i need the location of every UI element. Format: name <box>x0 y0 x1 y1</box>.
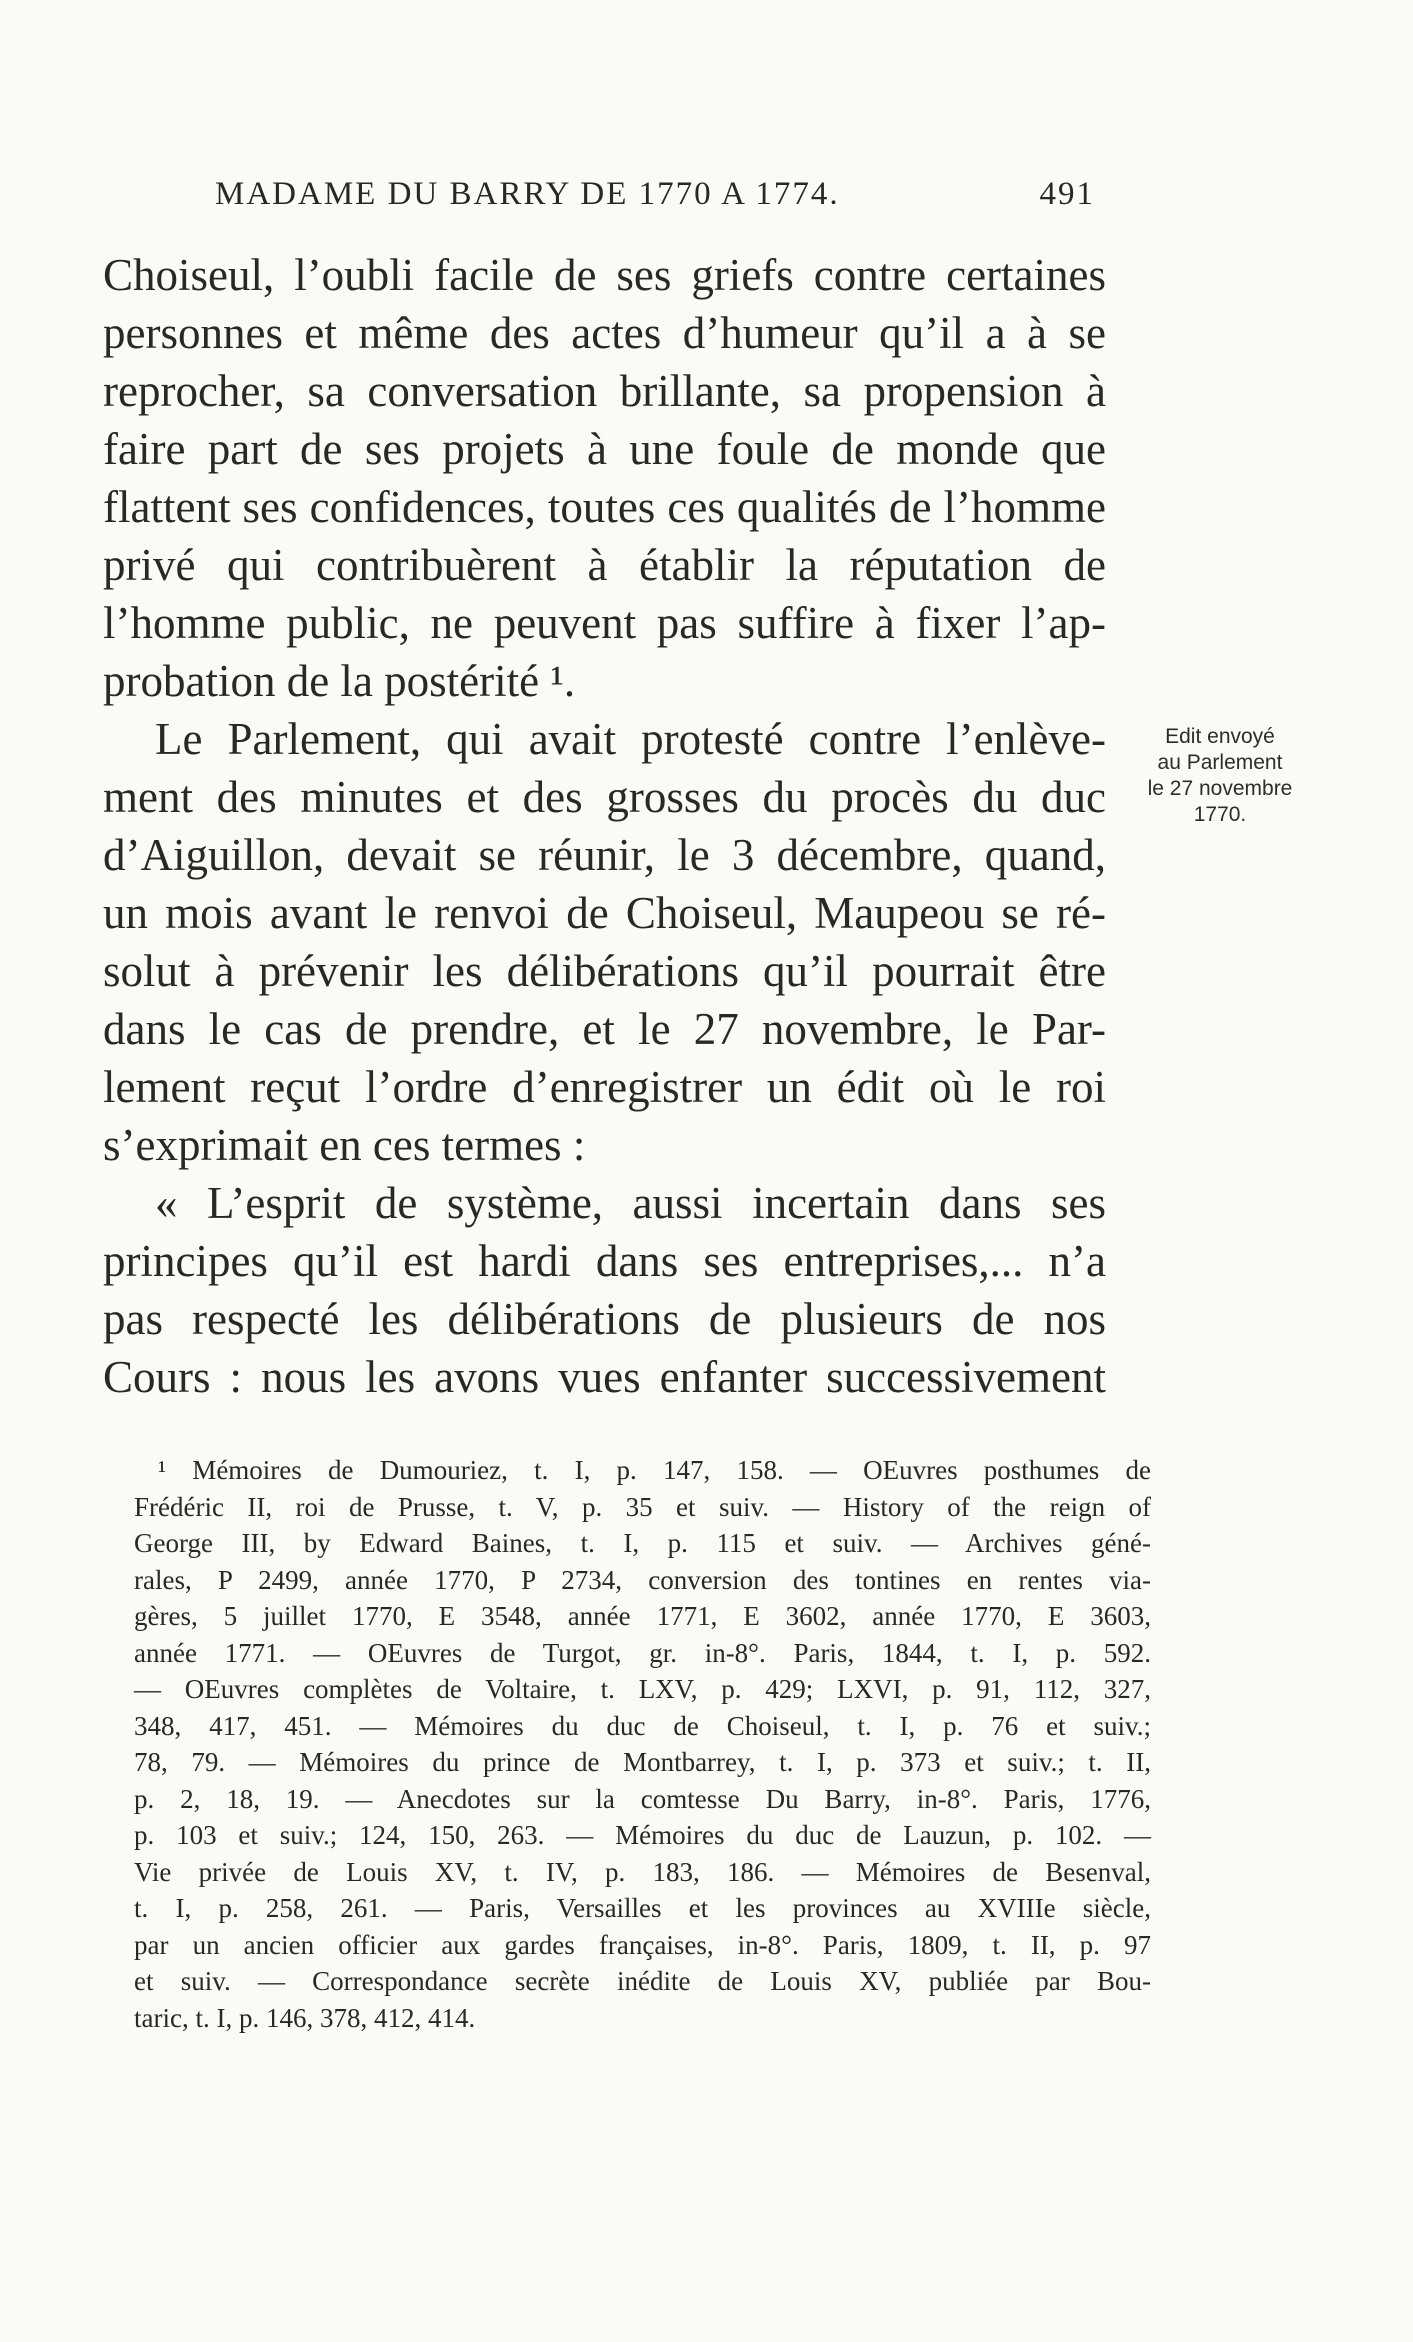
footnote-line: Frédéric II, roi de Prusse, t. V, p. 35 et suiv. — History of the reign of <box>134 1491 1151 1522</box>
page-number: 491 <box>1039 176 1095 212</box>
footnote-line: ¹ Mémoires de Dumouriez, t. I, p. 147, 158. — OEuvres posthumes de <box>158 1455 1151 1485</box>
margin-note-line: au Parlement <box>1157 751 1283 774</box>
body-line: privé qui contribuèrent à établir la réputation de <box>103 540 1106 590</box>
running-head-title: MADAME DU BARRY DE 1770 A 1774. <box>215 176 840 212</box>
footnote-line: p. 103 et suiv.; 124, 150, 263. — Mémoires du duc de Lauzun, p. 102. — <box>134 1820 1151 1850</box>
footnote-line: gères, 5 juillet 1770, E 3548, année 1771, E 3602, année 1770, E 3603, <box>134 1601 1151 1631</box>
body-line: pas respecté les délibérations de plusieurs de nos <box>103 1294 1106 1344</box>
body-line: solut à prévenir les délibérations qu’il pourrait être <box>103 946 1106 996</box>
body-line: reprocher, sa conversation brillante, sa propension à <box>103 366 1106 416</box>
footnote-line: 78, 79. — Mémoires du prince de Montbarrey, t. I, p. 373 et suiv.; t. II, <box>134 1747 1151 1777</box>
body-line: dans le cas de prendre, et le 27 novembre, le Par- <box>103 1004 1106 1054</box>
footnote-line: 348, 417, 451. — Mémoires du duc de Choiseul, t. I, p. 76 et suiv.; <box>134 1710 1151 1741</box>
body-line: flattent ses confidences, toutes ces qualités de l’homme <box>103 482 1106 532</box>
footnotes <box>134 1452 1151 2036</box>
body-line: d’Aiguillon, devait se réunir, le 3 décembre, quand, <box>103 830 1106 880</box>
body-line: Le Parlement, qui avait protesté contre l’enlève- <box>155 714 1106 764</box>
body-text <box>103 246 1106 1406</box>
margin-note <box>1120 724 1320 828</box>
body-line: Choiseul, l’oubli facile de ses griefs contre certaines <box>103 250 1106 300</box>
footnote-line: Vie privée de Louis XV, t. IV, p. 183, 186. — Mémoires de Besenval, <box>134 1856 1151 1887</box>
footnote-line: t. I, p. 258, 261. — Paris, Versailles et les provinces au XVIIIe siècle, <box>134 1893 1151 1923</box>
body-line: lement reçut l’ordre d’enregistrer un édit où le roi <box>103 1062 1106 1112</box>
body-line: s’exprimait en ces termes : <box>103 1120 586 1170</box>
body-line: ment des minutes et des grosses du procès du duc <box>103 772 1106 822</box>
body-line: probation de la postérité ¹. <box>103 656 576 706</box>
body-line: l’homme public, ne peuvent pas suffire à fixer l’ap- <box>103 598 1106 648</box>
margin-note-line: le 27 novembre <box>1147 777 1293 800</box>
body-line: un mois avant le renvoi de Choiseul, Maupeou se ré- <box>103 888 1106 938</box>
footnote-line: rales, P 2499, année 1770, P 2734, conversion des tontines en rentes via- <box>134 1564 1151 1595</box>
footnote-line: et suiv. — Correspondance secrète inédite de Louis XV, publiée par Bou- <box>134 1966 1151 1996</box>
running-head <box>215 176 1095 222</box>
body-line: principes qu’il est hardi dans ses entreprises,... n’a <box>103 1236 1106 1286</box>
footnote-line: — OEuvres complètes de Voltaire, t. LXV, p. 429; LXVI, p. 91, 112, 327, <box>134 1674 1151 1704</box>
body-line: personnes et même des actes d’humeur qu’il a à se <box>103 308 1106 358</box>
footnote-line: p. 2, 18, 19. — Anecdotes sur la comtesse Du Barry, in-8°. Paris, 1776, <box>134 1783 1151 1814</box>
footnote-line: George III, by Edward Baines, t. I, p. 115 et suiv. — Archives géné- <box>134 1528 1151 1558</box>
footnote-line: par un ancien officier aux gardes françaises, in-8°. Paris, 1809, t. II, p. 97 <box>134 1929 1151 1960</box>
margin-note-line: 1770. <box>1193 803 1247 826</box>
margin-note-line: Edit envoyé <box>1165 725 1275 748</box>
body-line: Cours : nous les avons vues enfanter successivement <box>103 1352 1106 1402</box>
footnote-line: taric, t. I, p. 146, 378, 412, 414. <box>134 2002 476 2033</box>
footnote-line: année 1771. — OEuvres de Turgot, gr. in-8°. Paris, 1844, t. I, p. 592. <box>134 1637 1151 1668</box>
body-line: « L’esprit de système, aussi incertain dans ses <box>155 1178 1106 1228</box>
body-line: faire part de ses projets à une foule de monde que <box>103 424 1106 474</box>
